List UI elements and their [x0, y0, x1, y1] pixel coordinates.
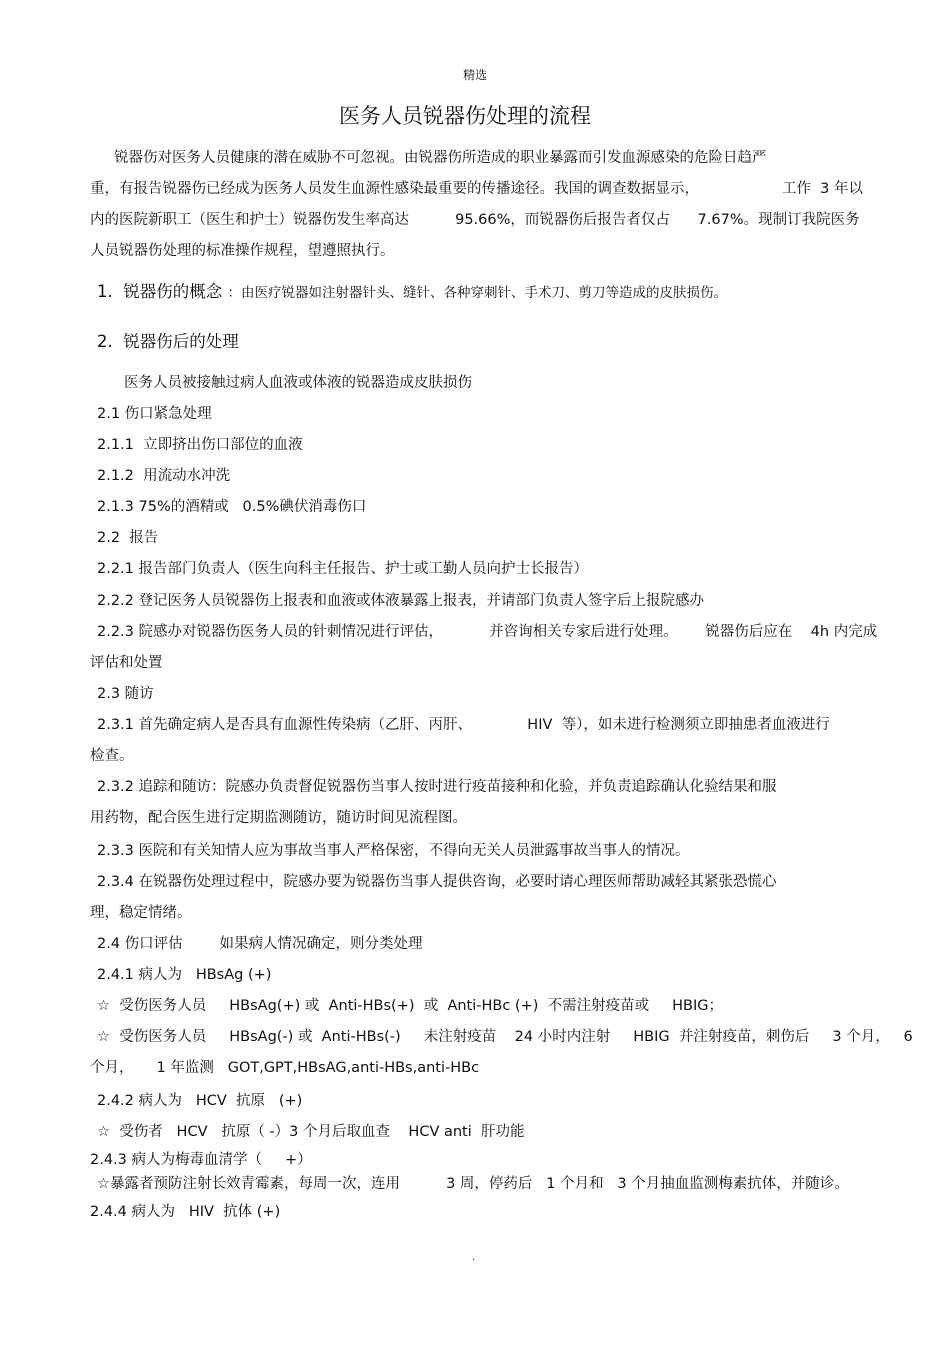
- item-2-1: 2.1 伤口紧急处理: [97, 406, 212, 422]
- item-2-2-2: 2.2.2 登记医务人员锐器伤上报表和血液或体液暴露上报表，并请部门负责人签字后上报院感办: [97, 593, 704, 609]
- section-2-title: 锐器伤后的处理: [123, 332, 239, 351]
- item-2-4: 2.4 伤口评估 如果病人情况确定，则分类处理: [97, 936, 423, 952]
- item-2-4-3-star: ☆暴露者预防注射长效青霉素，每周一次，连用 3 周，停药后 1 个月和 3 个月抽血监测梅素抗体，并随诊。: [97, 1176, 849, 1192]
- item-2-1-1: 2.1.1 立即挤出伤口部位的血液: [97, 437, 303, 453]
- item-2-2-3-cont: 评估和处置: [90, 655, 163, 671]
- section-1-number: 1.: [97, 282, 113, 301]
- intro-line-4: 人员锐器伤处理的标准操作规程，望遵照执行。: [90, 243, 395, 259]
- item-2-1-2: 2.1.2 用流动水冲洗: [97, 468, 231, 484]
- item-2-3-4-cont: 理，稳定情绪。: [90, 905, 192, 921]
- item-2-3-3: 2.3.3 医院和有关知情人应为事故当事人严格保密，不得向无关人员泄露事故当事人的情况。: [97, 843, 690, 859]
- item-2-4-4: 2.4.4 病人为 HIV 抗体 (+): [90, 1204, 281, 1220]
- item-2-3-1-cont: 检查。: [90, 748, 134, 764]
- section-1-title: 锐器伤的概念: [123, 282, 223, 301]
- intro-line-3: 内的医院新职工（医生和护士）锐器伤发生率高达 95.66%，而锐器伤后报告者仅占 7.67%。现制订我院医务: [90, 212, 860, 228]
- section-2-number: 2.: [97, 332, 113, 351]
- item-2-4-1-star-2: ☆ 受伤医务人员 HBsAg(-) 或 Anti-HBs(-) 未注射疫苗 24 小时内注射 HBIG 并注射疫苗，刺伤后 3 个月， 6: [97, 1029, 913, 1045]
- item-2-2-1: 2.2.1 报告部门负责人（医生向科主任报告、护士或工勤人员向护士长报告）: [97, 561, 589, 577]
- item-2-4-2: 2.4.2 病人为 HCV 抗原 (+): [97, 1093, 303, 1109]
- intro-line-1: 锐器伤对医务人员健康的潜在威胁不可忽视。由锐器伤所造成的职业暴露而引发血源感染的危险日趋严: [114, 150, 767, 166]
- item-2-1-3: 2.1.3 75%的酒精或 0.5%碘伏消毒伤口: [97, 499, 367, 515]
- item-2-2-3: 2.2.3 院感办对锐器伤医务人员的针刺情况进行评估， 并咨询相关专家后进行处理。 锐器伤后应在 4h 内完成: [97, 624, 878, 640]
- page-footer-mark: .: [472, 1252, 476, 1263]
- item-2-3-2-cont: 用药物，配合医生进行定期监测随访，随访时间见流程图。: [90, 810, 467, 826]
- item-2-3: 2.3 随访: [97, 686, 154, 702]
- item-2-3-1: 2.3.1 首先确定病人是否具有血源性传染病（乙肝、丙肝、 HIV 等），如未进行检测须立即抽患者血液进行: [97, 717, 830, 733]
- section-1-heading: [97, 280, 727, 305]
- document-title: 医务人员锐器伤处理的流程: [339, 104, 591, 128]
- item-2-4-3: 2.4.3 病人为梅毒血清学（ +）: [90, 1152, 312, 1168]
- item-2-3-4: 2.3.4 在锐器伤处理过程中，院感办要为锐器伤当事人提供咨询，必要时请心理医师帮助减轻其紧张恐慌心: [97, 874, 777, 890]
- intro-line-2: 重，有报告锐器伤已经成为医务人员发生血源性感染最重要的传播途径。我国的调查数据显示， 工作 3 年以: [90, 181, 864, 197]
- item-2-4-1: 2.4.1 病人为 HBsAg (+): [97, 967, 272, 983]
- section-2-intro: 医务人员被接触过病人血液或体液的锐器造成皮肤损伤: [124, 375, 472, 391]
- section-1-text: ：由医疗锐器如注射器针头、缝针、各种穿刺针、手术刀、剪刀等造成的皮肤损伤。: [227, 285, 727, 301]
- item-2-4-1-star-1: ☆ 受伤医务人员 HBsAg(+) 或 Anti-HBs(+) 或 Anti-HBc (+) 不需注射疫苗或 HBIG；: [97, 998, 724, 1014]
- page-header: 精选: [462, 68, 487, 82]
- section-2-heading: [97, 330, 239, 354]
- item-2-4-2-star: ☆ 受伤者 HCV 抗原（ -）3 个月后取血查 HCV anti 肝功能: [97, 1124, 525, 1140]
- item-2-2: 2.2 报告: [97, 530, 159, 546]
- item-2-4-1-star-2-cont: 个月， 1 年监测 GOT,GPT,HBsAG,anti-HBs,anti-HBc: [90, 1060, 480, 1076]
- item-2-3-2: 2.3.2 追踪和随访：院感办负责督促锐器伤当事人按时进行疫苗接种和化验，并负责追踪确认化验结果和服: [97, 779, 777, 795]
